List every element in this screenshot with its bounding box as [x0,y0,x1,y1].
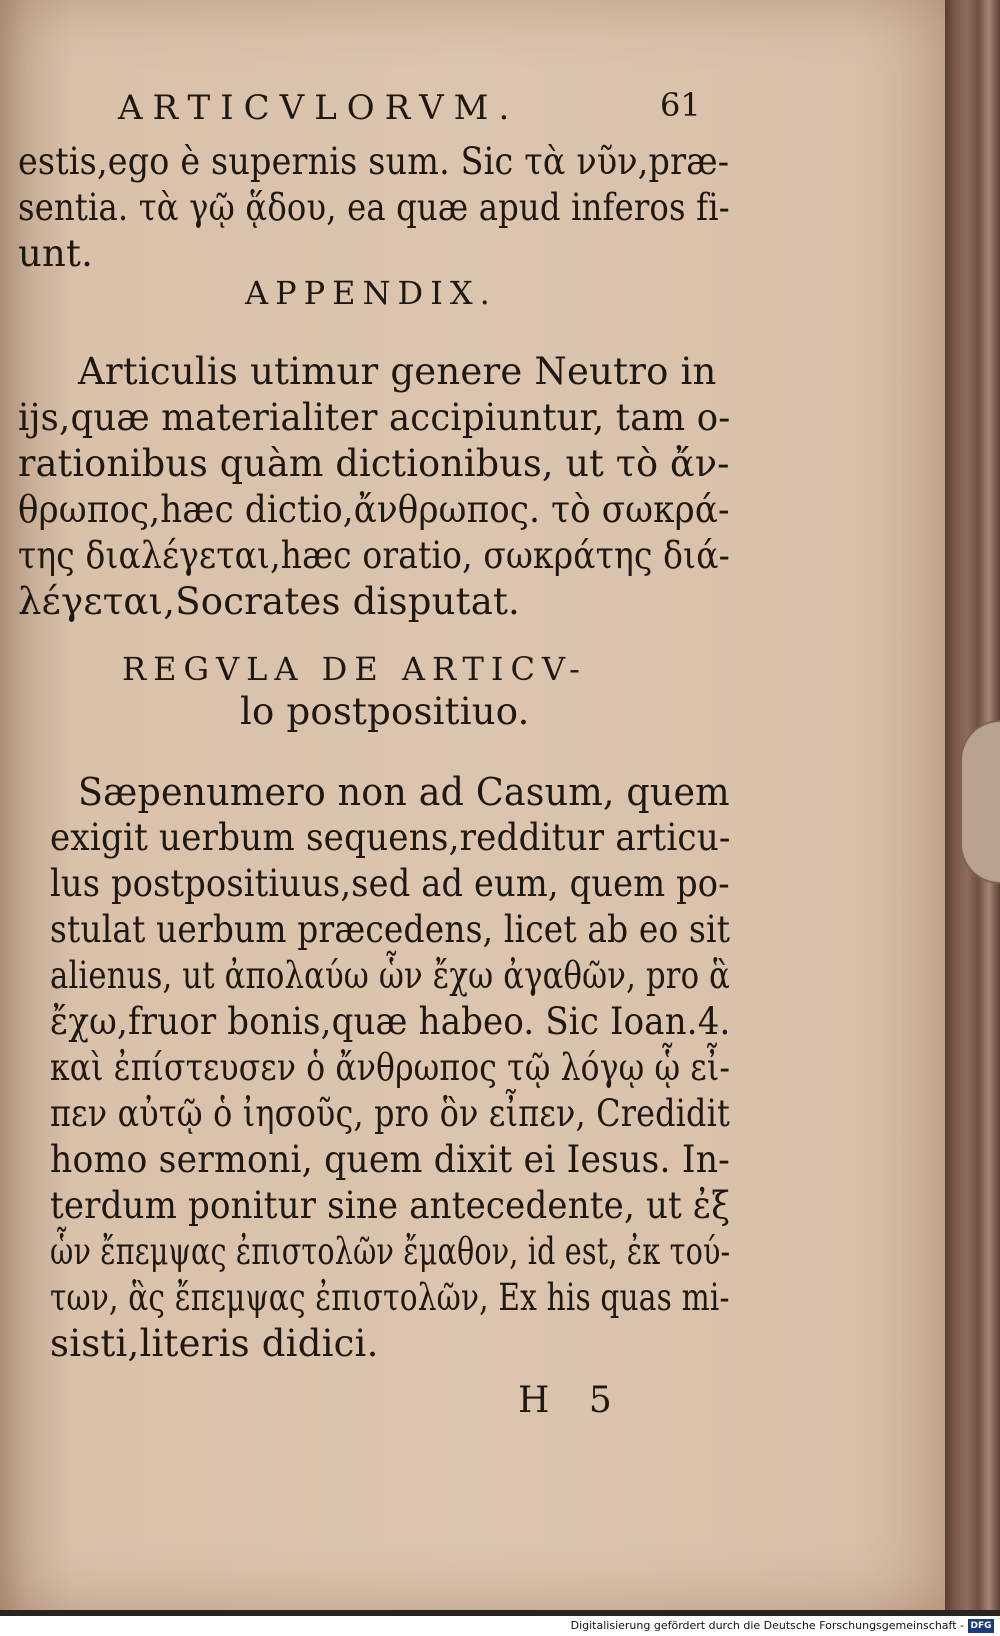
text-line: rationibus quàm dictionibus, ut τὸ ἄν- [18,442,730,485]
text-line: Articulis utimur genere Neutro in [78,350,717,393]
text-line: alienus, ut ἀπολαύω ὧν ἔχω ἀγαθῶν, pro ἃ [50,954,731,997]
text-line: terdum ponitur sine antecedente, ut ἐξ [50,1184,731,1227]
text-line: ὧν ἔπεμψας ἐπιστολῶν ἔμαθον, id est, ἐκ τού- [50,1230,731,1273]
text-line: sentia. τὰ γῷ ᾅδου, ea quæ apud inferos fi- [18,186,730,229]
text-line: unt. [18,232,94,275]
page-number: 61 [660,86,701,124]
text-line: homo sermoni, quem dixit ei Iesus. In- [50,1138,731,1181]
text-line: stulat uerbum præcedens, licet ab eo sit [50,908,731,951]
book-clasp [960,720,1000,884]
regula-heading: REGVLA DE ARTICV- [122,650,587,688]
text-line: estis,ego è supernis sum. Sic τὰ νῦν,præ- [18,140,730,183]
dfg-logo: DFG [968,1619,994,1633]
signature-mark: H 5 [518,1380,626,1421]
text-line: exigit uerbum sequens,redditur articu- [50,816,731,859]
text-line: Sæpenumero non ad Casum, quem [78,770,730,814]
text-line: ἔχω,fruor bonis,quæ habeo. Sic Ioan.4. [50,1000,731,1043]
text-line: λέγεται,Socrates disputat. [18,580,521,623]
text-line: ijs,quæ materialiter accipiuntur, tam o- [18,396,731,439]
text-line: των, ἃς ἔπεμψας ἐπιστολῶν, Ex his quas mi- [50,1276,730,1319]
text-line: lus postpositiuus,sed ad eum, quem po- [50,862,730,905]
text-line: της διαλέγεται,hæc oratio, σωκράτης διά- [18,534,730,577]
text-line: καὶ ἐπίστευσεν ὁ ἄνθρωπος τῷ λόγῳ ᾧ εἶ- [50,1046,731,1089]
running-title: ARTICVLORVM. [118,88,520,128]
text-line: θρωπος,hæc dictio,ἄνθρωπος. τὸ σωκρά- [18,488,730,531]
text-line: sisti,literis didici. [50,1322,379,1365]
regula-subheading: lo postpositiuo. [240,690,530,733]
appendix-heading: APPENDIX. [245,274,497,312]
text-line: πεν αὐτῷ ὁ ἰησοῦς, pro ὃν εἶπεν, Credidit [50,1092,730,1135]
footer-credit: Digitalisierung gefördert durch die Deutsche Forschungsgemeinschaft - [570,1619,964,1632]
